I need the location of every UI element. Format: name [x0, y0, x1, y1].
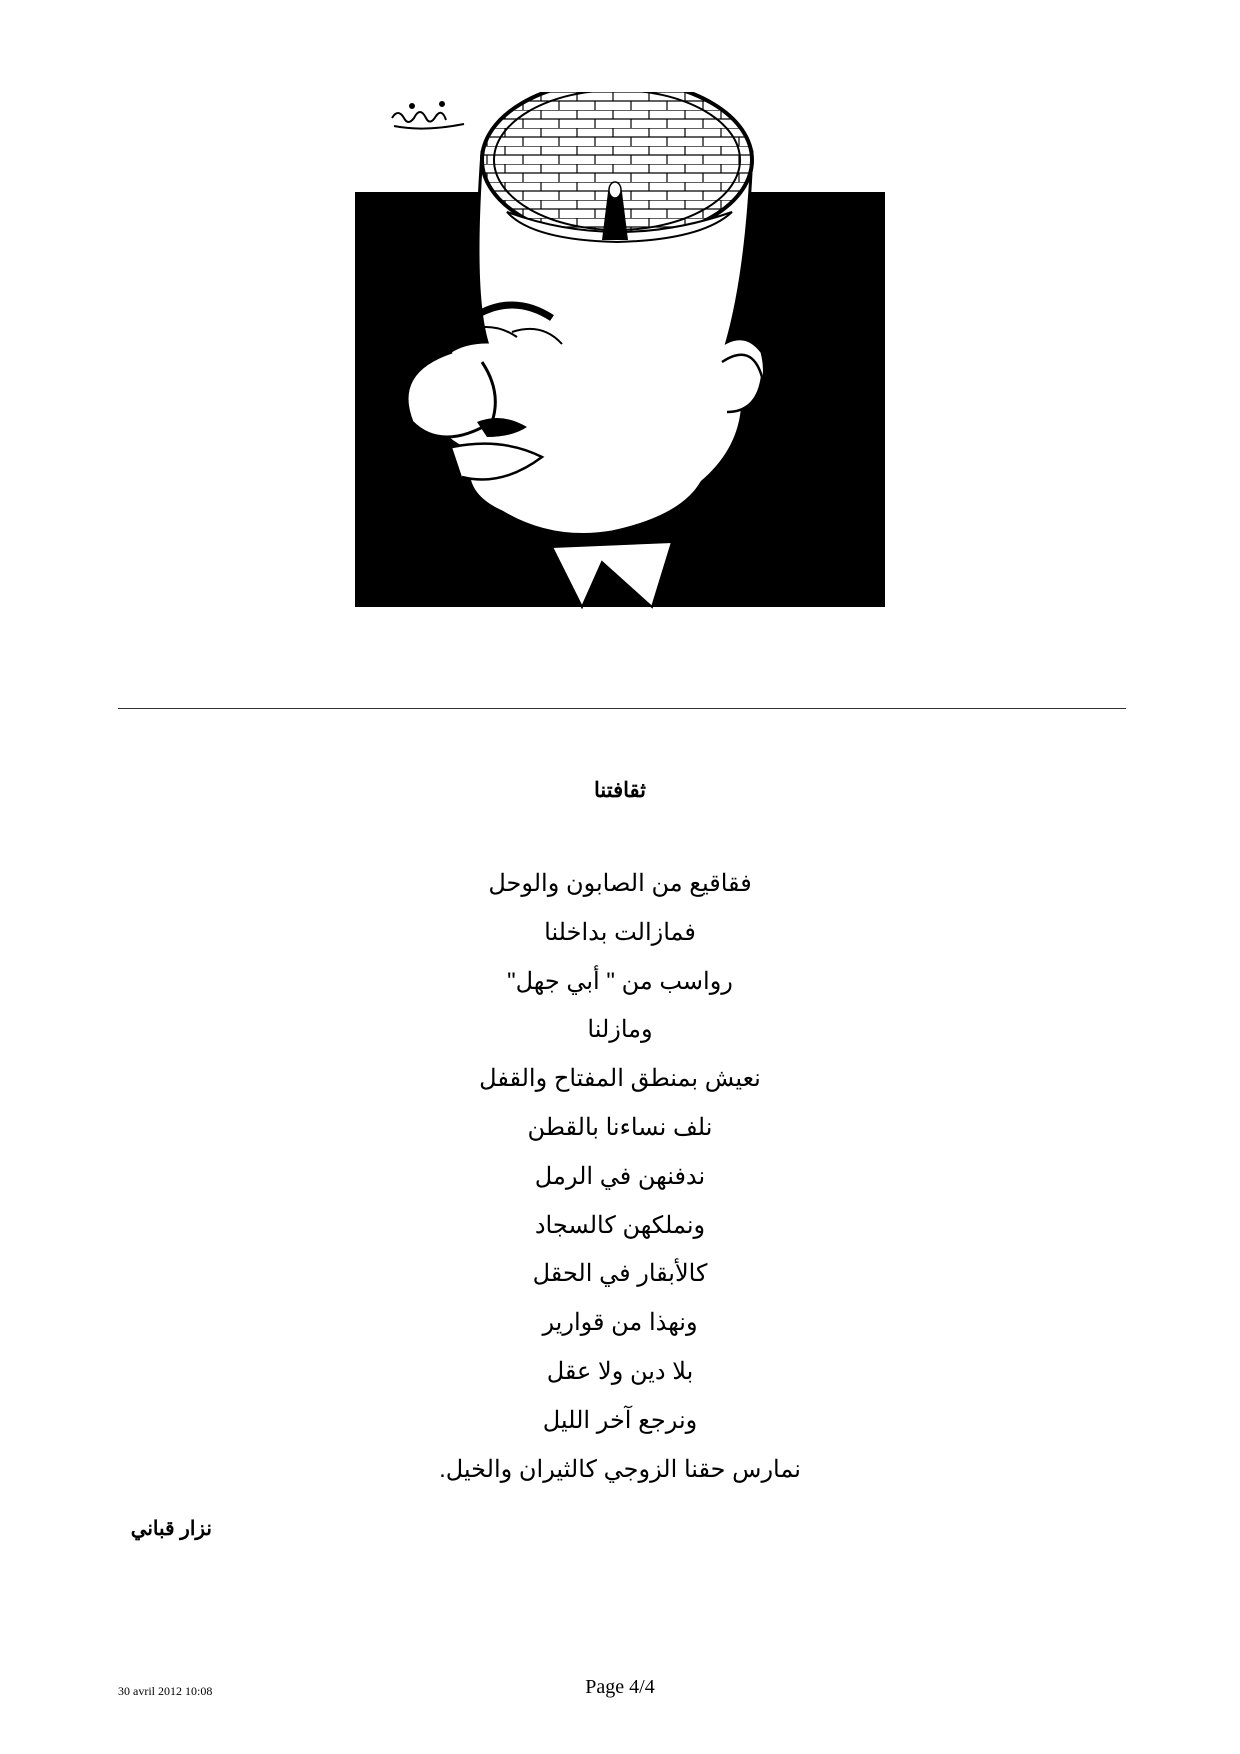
horizontal-divider	[118, 708, 1126, 709]
page-number: Page 4/4	[585, 1676, 655, 1698]
poem-line: فقاقيع من الصابون والوحل	[488, 870, 752, 897]
poem-line: ونرجع آخر الليل	[542, 1406, 698, 1434]
poem-line: ومازلنا	[587, 1016, 653, 1044]
artist-signature	[392, 102, 464, 129]
poem-line: بلا دين ولا عقل	[546, 1357, 694, 1385]
poem-body	[0, 860, 1240, 1494]
footer-timestamp: 30 avril 2012 10:08	[118, 1684, 213, 1698]
poem-line: نلف نساءنا بالقطن	[527, 1113, 713, 1141]
poem-line: فمازالت بداخلنا	[544, 918, 696, 946]
poem-line: كالأبقار في الحقل	[532, 1260, 708, 1288]
poem-line: نمارس حقنا الزوجي كالثيران والخيل.	[439, 1455, 801, 1483]
poem-line: ونملكهن كالسجاد	[534, 1211, 706, 1239]
poem-line: رواسب من " أبي جهل"	[507, 967, 733, 995]
cartoon-illustration	[352, 92, 888, 612]
poem-author: نزار قباني	[130, 1518, 212, 1540]
poem-line: ونهذا من قوارير	[542, 1309, 698, 1337]
poem-line: ندفنهن في الرمل	[534, 1162, 706, 1190]
poem-title: ثقافتنا	[594, 779, 646, 802]
poem-line: نعيش بمنطق المفتاح والقفل	[479, 1065, 761, 1093]
